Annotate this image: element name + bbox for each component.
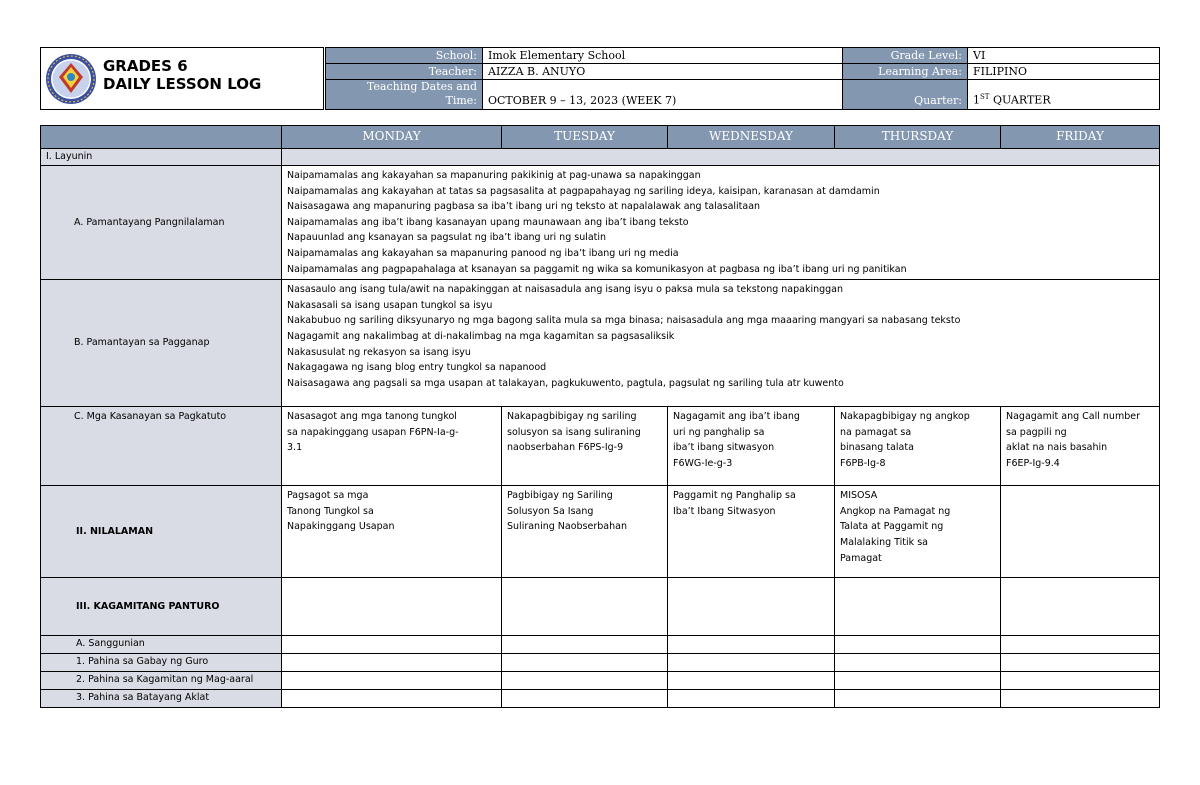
day-header-thursday: THURSDAY	[835, 126, 1001, 149]
nilalaman-wednesday-cell: Paggamit ng Panghalip sa Iba’t Ibang Sitwasyon	[668, 486, 835, 578]
list-item: Naipamamalas ang kakayahan sa mapanuring panood ng iba’t ibang uri ng media	[287, 247, 679, 259]
list-item: Naipamamalas ang pagpapahalaga at ksanayan sa paggamit ng wika sa komunikasyon at pagbasa ng iba’t ibang uri ng panitikan	[287, 263, 907, 275]
teacher-label: Teacher:	[326, 64, 483, 80]
learning-area-value: FILIPINO	[968, 64, 1160, 80]
lesson-table	[40, 125, 1160, 708]
page-title: GRADES 6	[103, 57, 188, 75]
nilalaman-monday-cell: Pagsagot sa mga Tanong Tungkol sa Napakinggang Usapan	[282, 486, 502, 578]
kasanayan-friday-cell: Nagagamit ang Call number sa pagpili ng aklat na nais basahin F6EP-Ig-9.4	[1001, 407, 1160, 486]
grade-level-label: Grade Level:	[843, 48, 968, 64]
list-item: Nakasusulat ng rekasyon sa isang isyu	[287, 346, 471, 358]
list-item: Nagagamit ang nakalimbag at di-nakalimbag na mga kagamitan sa pagsasaliksik	[287, 330, 675, 342]
quarter-label: Quarter:	[843, 80, 968, 110]
dates-value: OCTOBER 9 – 13, 2023 (WEEK 7)	[483, 80, 843, 110]
list-item: Naipamamalas ang iba’t ibang kasanayan upang maunawaan ang iba’t ibang teksto	[287, 216, 689, 228]
row-label-mga-kasanayan: C. Mga Kasanayan sa Pagkatuto	[41, 407, 282, 486]
list-item: Nasasaulo ang isang tula/awit na napakinggan at naisasadula ang isang isyu o paksa mula sa tekstong napakinggan	[287, 284, 844, 296]
list-item: Naisasagawa ang pagsali sa mga usapan at talakayan, pagkukuwento, pagtula, pagsulat ng sariling tula atr kuwento	[287, 377, 844, 389]
kasanayan-tuesday-cell: Nakapagbibigay ng sariling solusyon sa isang suliraning naobserbahan F6PS-Ig-9	[502, 407, 668, 486]
list-item: Naipamamalas ang kakayahan sa mapanuring pakikinig at pag-unawa sa napakinggan	[287, 170, 701, 181]
row-label-kagamitan-ng-mag-aaral: 2. Pahina sa Kagamitan ng Mag-aaral	[41, 672, 282, 690]
list-item: Naisasagawa ang mapanuring pagbasa sa iba’t ibang uri ng teksto at napalalawak ang talasalitaan	[287, 201, 761, 213]
kasanayan-thursday-cell: Nakapagbibigay ng angkop na pamagat sa binasang talata F6PB-Ig-8	[835, 407, 1001, 486]
kasanayan-wednesday-cell: Nagagamit ang iba’t ibang uri ng panghalip sa iba’t ibang sitwasyon F6WG-Ie-g-3	[668, 407, 835, 486]
kagamitan-monday-cell	[282, 578, 502, 636]
kagamitan-friday-cell	[1001, 578, 1160, 636]
row-label-pamantayang-pangnilalaman: A. Pamantayang Pangnilalaman	[41, 166, 282, 280]
list-item: Napauunlad ang ksanayan sa pagsulat ng iba’t ibang uri ng sulatin	[287, 232, 607, 244]
day-header-wednesday: WEDNESDAY	[668, 126, 835, 149]
info-table	[325, 47, 1160, 110]
nilalaman-friday-cell	[1001, 486, 1160, 578]
nilalaman-tuesday-cell: Pagbibigay ng Sariling Solusyon Sa Isang Suliraning Naobserbahan	[502, 486, 668, 578]
school-value: Imok Elementary School	[483, 48, 843, 64]
day-header-friday: FRIDAY	[1001, 126, 1160, 149]
pamantayang-pangnilalaman-cell	[282, 166, 1160, 280]
learning-area-label: Learning Area:	[843, 64, 968, 80]
page-subtitle: DAILY LESSON LOG	[103, 75, 262, 93]
row-label-gabay-ng-guro: 1. Pahina sa Gabay ng Guro	[41, 654, 282, 672]
dates-label: Teaching Dates and Time:	[326, 80, 483, 110]
kagamitan-wednesday-cell	[668, 578, 835, 636]
pamantayan-sa-pagganap-cell	[282, 280, 1160, 407]
layunin-cell	[282, 149, 1160, 166]
row-label-layunin: I. Layunin	[41, 149, 282, 166]
day-header-tuesday: TUESDAY	[502, 126, 668, 149]
row-label-kagamitang-panturo: III. KAGAMITANG PANTURO	[41, 578, 282, 636]
list-item: Naipamamalas ang kakayahan at tatas sa pagsasalita at pagpapahayag ng sariling ideya, kaisipan, karanasan at damdamin	[287, 185, 880, 197]
list-item: Nakasasali sa isang usapan tungkol sa isyu	[287, 299, 493, 311]
teacher-value: AIZZA B. ANUYO	[483, 64, 843, 80]
school-label: School:	[326, 48, 483, 64]
kasanayan-monday-cell: Nasasagot ang mga tanong tungkol sa napakinggang usapan F6PN-Ia-g- 3.1	[282, 407, 502, 486]
row-label-nilalaman: II. NILALAMAN	[41, 486, 282, 578]
row-label-batayang-aklat: 3. Pahina sa Batayang Aklat	[41, 690, 282, 708]
list-item: Nakabubuo ng sariling diksyunaryo ng mga bagong salita mula sa mga binasa; naisasadula ang mga maaaring mangyari sa nabasang teksto	[287, 315, 961, 327]
deped-seal-icon	[45, 53, 97, 105]
day-header-monday: MONDAY	[282, 126, 502, 149]
list-item: Nakagagawa ng isang blog entry tungkol sa napanood	[287, 362, 547, 374]
kagamitan-thursday-cell	[835, 578, 1001, 636]
row-label-pamantayan-sa-pagganap: B. Pamantayan sa Pagganap	[41, 280, 282, 407]
corner-cell	[41, 126, 282, 149]
title-block	[40, 47, 324, 110]
row-label-sanggunian: A. Sanggunian	[41, 636, 282, 654]
grade-level-value: VI	[968, 48, 1160, 64]
nilalaman-thursday-cell: MISOSA Angkop na Pamagat ng Talata at Paggamit ng Malalaking Titik sa Pamagat	[835, 486, 1001, 578]
kagamitan-tuesday-cell	[502, 578, 668, 636]
quarter-value: 1ST QUARTER	[968, 80, 1160, 110]
